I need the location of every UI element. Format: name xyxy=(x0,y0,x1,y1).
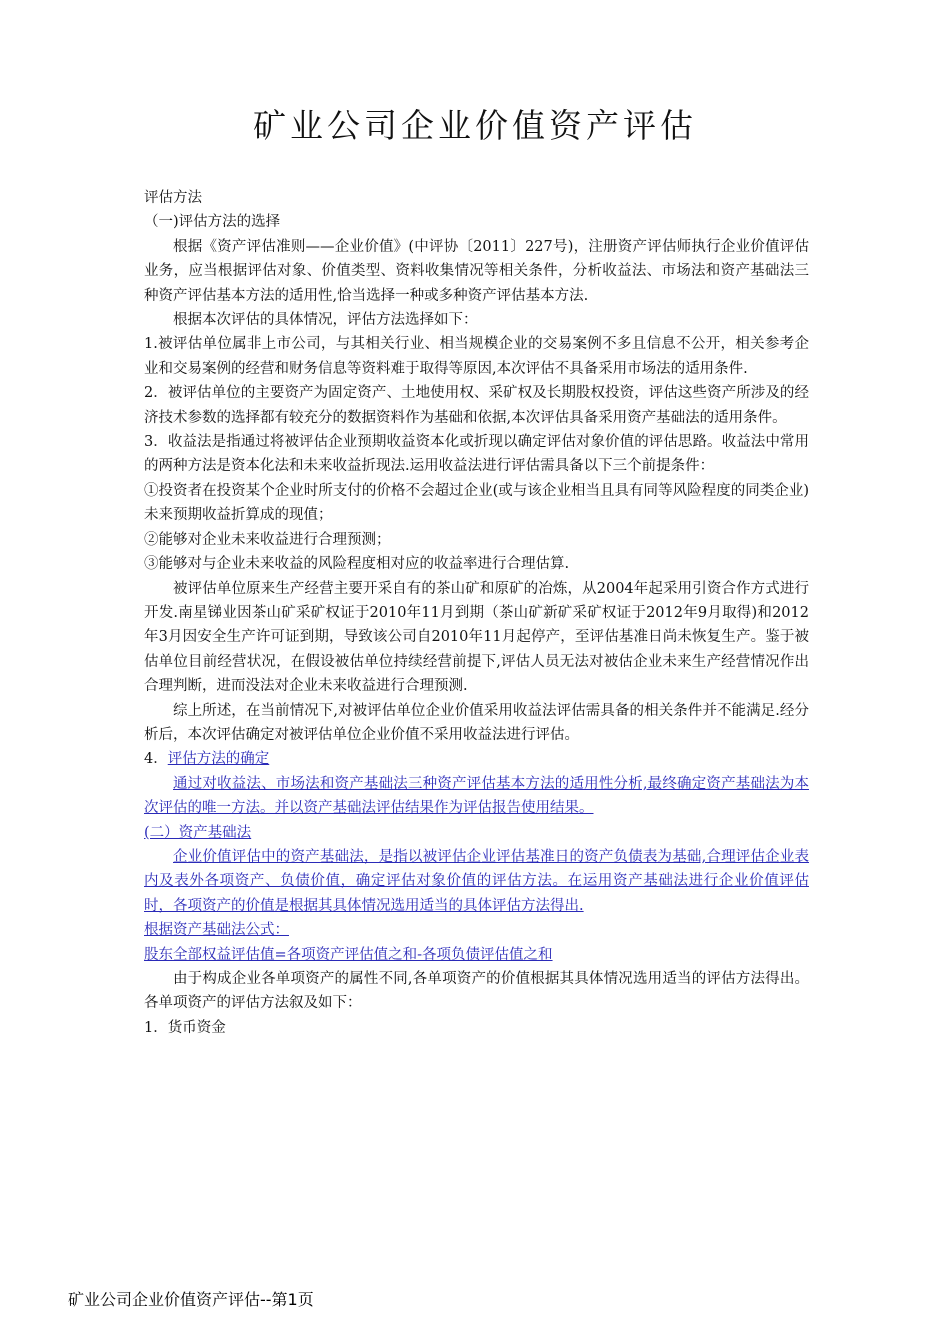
method-determination-link[interactable]: 评估方法的确定 xyxy=(167,751,270,768)
asset-basis-heading-link[interactable]: (二）资产基础法 xyxy=(144,824,252,841)
list-item xyxy=(144,747,809,771)
document-body xyxy=(144,186,809,1040)
list-item: 2．被评估单位的主要资产为固定资产、土地使用权、采矿权及长期股权投资，评估这些资产所涉及的经济技术参数的选择都有较充分的数据资料作为基础和依据,本次评估具备采用资产基础法的适用条件。 xyxy=(144,385,809,426)
linked-paragraph[interactable]: 企业价值评估中的资产基础法，是指以被评估企业评估基准日的资产负债表为基础,合理评估企业表内及表外各项资产、负债价值，确定评估对象价值的评估方法。在运用资产基础法进行企业价值评估时，各项资产的价值是根据其具体情况选用适当的具体评估方法得出. xyxy=(144,848,809,914)
linked-paragraph[interactable]: 通过对收益法、市场法和资产基础法三种资产评估基本方法的适用性分析,最终确定资产基础法为本次评估的唯一方法。并以资产基础法评估结果作为评估报告使用结果。 xyxy=(144,775,809,817)
page-footer: 矿业公司企业价值资产评估--第1页 xyxy=(68,1290,314,1309)
condition-item: ③能够对与企业未来收益的风险程度相对应的收益率进行合理估算. xyxy=(144,556,570,573)
subsection-heading: （一)评估方法的选择 xyxy=(144,214,281,231)
paragraph: 被评估单位原来生产经营主要开采自有的茶山矿和原矿的冶炼，从2004年起采用引资合作方式进行开发.南星锑业因茶山矿采矿权证于2010年11月到期（茶山矿新矿采矿权证于2012年9月取得)和2012年3月因安全生产许可证到期，导致该公司自2010年11月起停产，至评估基准日尚未恢复生产。鉴于被估单位目前经营状况，在假设被估单位持续经营前提下,评估人员无法对被估企业未来生产经营情况作出合理判断，进而没法对企业未来收益进行合理预测. xyxy=(144,580,809,695)
condition-item: ②能够对企业未来收益进行合理预测； xyxy=(144,531,391,548)
paragraph: 根据本次评估的具体情况，评估方法选择如下： xyxy=(173,312,478,329)
paragraph: 根据《资产评估准则——企业价值》(中评协〔2011〕227号)，注册资产评估师执行企业价值评估业务，应当根据评估对象、价值类型、资料收集情况等相关条件，分析收益法、市场法和资产基础法三种资产评估基本方法的适用性,恰当选择一种或多种资产评估基本方法. xyxy=(144,238,809,304)
document-title: 矿业公司企业价值资产评估 xyxy=(253,106,697,145)
formula-heading-link[interactable]: 根据资产基础法公式： xyxy=(144,922,289,939)
list-item: 1．货币资金 xyxy=(144,1019,226,1036)
formula-link[interactable]: 股东全部权益评估值=各项资产评估值之和-各项负债评估值之和 xyxy=(144,946,553,963)
list-item: 1.被评估单位属非上市公司，与其相关行业、相当规模企业的交易案例不多且信息不公开，相关参考企业和交易案例的经营和财务信息等资料难于取得等原因,本次评估不具备采用市场法的适用条件. xyxy=(144,336,809,377)
paragraph: 综上所述，在当前情况下,对被评估单位企业价值采用收益法评估需具备的相关条件并不能满足.经分析后，本次评估确定对被评估单位企业价值不采用收益法进行评估。 xyxy=(144,702,809,743)
list-item: 3．收益法是指通过将被评估企业预期收益资本化或折现以确定评估对象价值的评估思路。收益法中常用的两种方法是资本化法和未来收益折现法.运用收益法进行评估需具备以下三个前提条件： xyxy=(144,434,809,475)
paragraph: 由于构成企业各单项资产的属性不同,各单项资产的价值根据其具体情况选用适当的评估方法得出。各单项资产的评估方法叙及如下： xyxy=(144,971,809,1012)
condition-item: ①投资者在投资某个企业时所支付的价格不会超过企业(或与该企业相当且具有同等风险程度的同类企业)未来预期收益折算成的现值； xyxy=(144,482,809,524)
section-heading: 评估方法 xyxy=(144,190,202,206)
list-number: 4． xyxy=(144,751,168,768)
